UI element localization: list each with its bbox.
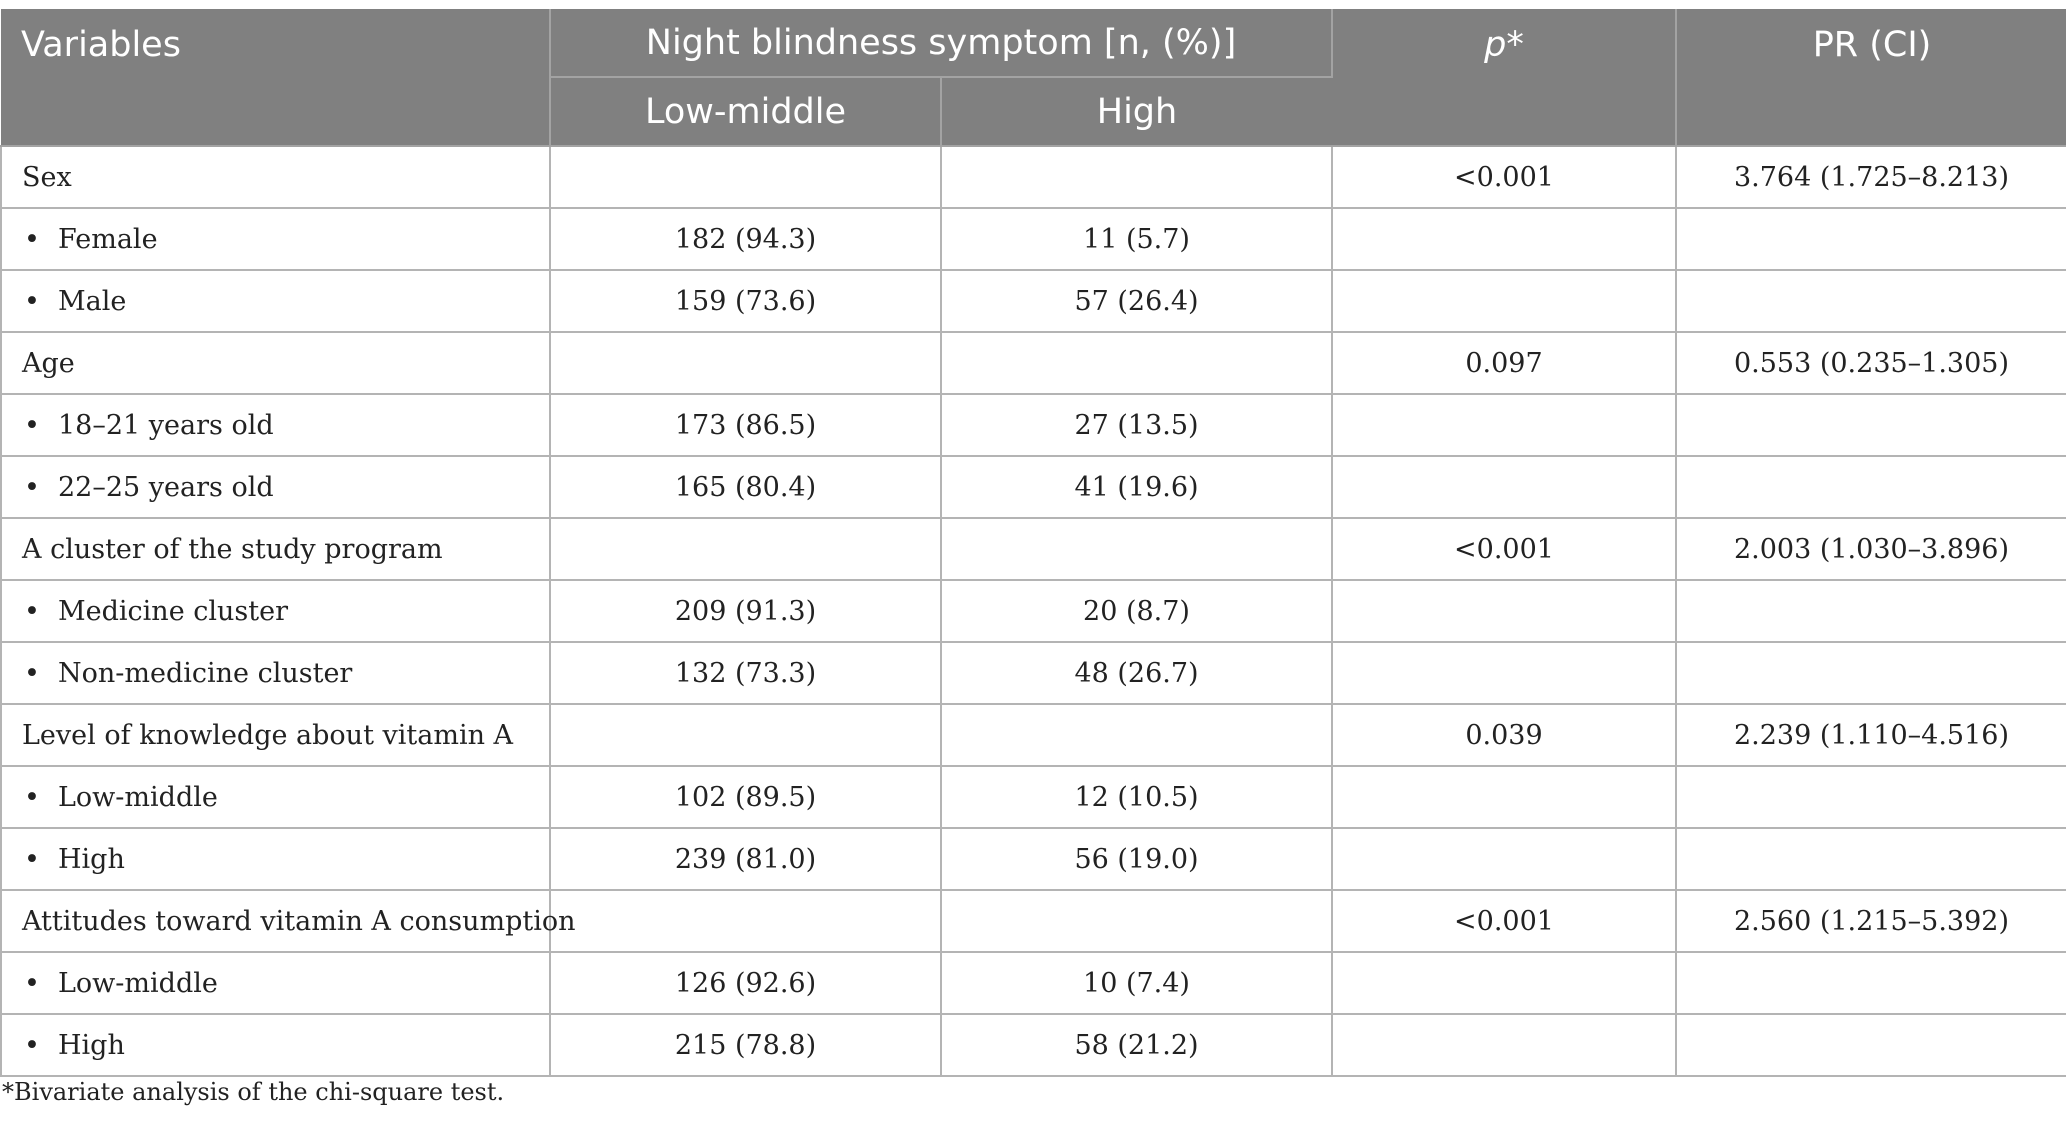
variable-label: Level of knowledge about vitamin A <box>22 719 514 751</box>
cell-pr-ci <box>1676 1014 2066 1076</box>
cell-variable <box>1 518 550 580</box>
cell-variable <box>1 890 576 952</box>
results-table <box>0 9 2066 1077</box>
variable-label: Non-medicine cluster <box>58 657 353 689</box>
table-row <box>1 580 2066 642</box>
cell-p-value: 0.097 <box>1332 332 1676 394</box>
variable-label: Female <box>58 223 158 255</box>
table-row-group <box>1 146 2066 208</box>
header-p-mark: * <box>1506 25 1524 65</box>
cell-low-middle: 215 (78.8) <box>550 1014 941 1076</box>
header-variables: Variables <box>1 9 550 146</box>
variable-label: Male <box>58 285 127 317</box>
cell-variable <box>1 642 550 704</box>
cell-variable <box>1 270 550 332</box>
cell-pr-ci: 0.553 (0.235–1.305) <box>1676 332 2066 394</box>
table-row-group <box>1 332 2066 394</box>
cell-pr-ci <box>1676 270 2066 332</box>
header-pr: PR (CI) <box>1676 9 2066 146</box>
bullet-marker: • <box>24 223 40 255</box>
cell-low-middle <box>550 146 941 208</box>
header-p-letter: p <box>1484 25 1507 65</box>
variable-label: Age <box>22 347 75 379</box>
variable-label: A cluster of the study program <box>22 533 443 565</box>
cell-high: 58 (21.2) <box>941 1014 1332 1076</box>
cell-p-value: <0.001 <box>1332 146 1676 208</box>
cell-high: 20 (8.7) <box>941 580 1332 642</box>
bullet-marker: • <box>24 1029 40 1061</box>
bullet-marker: • <box>24 595 40 627</box>
cell-low-middle: 173 (86.5) <box>550 394 941 456</box>
cell-p-value <box>1332 952 1676 1014</box>
cell-pr-ci <box>1676 952 2066 1014</box>
table-row-group <box>1 890 2066 952</box>
variable-label: 22–25 years old <box>58 471 274 503</box>
cell-pr-ci: 2.239 (1.110–4.516) <box>1676 704 2066 766</box>
cell-variable <box>1 952 550 1014</box>
table-row <box>1 766 2066 828</box>
variable-label: High <box>58 1029 125 1061</box>
cell-pr-ci: 2.003 (1.030–3.896) <box>1676 518 2066 580</box>
cell-variable <box>1 828 550 890</box>
cell-variable <box>1 146 550 208</box>
cell-low-middle <box>550 332 941 394</box>
table-row <box>1 1014 2066 1076</box>
cell-low-middle <box>550 890 941 952</box>
bullet-marker: • <box>24 781 40 813</box>
cell-low-middle <box>550 704 941 766</box>
cell-high <box>941 890 1332 952</box>
cell-low-middle: 239 (81.0) <box>550 828 941 890</box>
variable-label: Medicine cluster <box>58 595 288 627</box>
cell-p-value <box>1332 1014 1676 1076</box>
bullet-marker: • <box>24 967 40 999</box>
cell-p-value <box>1332 766 1676 828</box>
table-row <box>1 456 2066 518</box>
table-row <box>1 394 2066 456</box>
cell-pr-ci <box>1676 642 2066 704</box>
cell-low-middle: 165 (80.4) <box>550 456 941 518</box>
header-high: High <box>941 77 1332 146</box>
cell-pr-ci: 2.560 (1.215–5.392) <box>1676 890 2066 952</box>
cell-p-value <box>1332 270 1676 332</box>
cell-p-value <box>1332 580 1676 642</box>
table-row <box>1 208 2066 270</box>
cell-p-value: 0.039 <box>1332 704 1676 766</box>
header-p <box>1332 9 1676 146</box>
cell-pr-ci <box>1676 580 2066 642</box>
variable-label: Attitudes toward vitamin A consumption <box>22 905 576 937</box>
cell-pr-ci <box>1676 828 2066 890</box>
cell-high: 56 (19.0) <box>941 828 1332 890</box>
cell-p-value <box>1332 456 1676 518</box>
cell-high <box>941 704 1332 766</box>
cell-variable <box>1 456 550 518</box>
cell-variable <box>1 580 550 642</box>
cell-low-middle <box>550 518 941 580</box>
cell-high: 12 (10.5) <box>941 766 1332 828</box>
cell-pr-ci <box>1676 208 2066 270</box>
table-row-group <box>1 704 2066 766</box>
table-body <box>1 146 2066 1076</box>
cell-variable <box>1 394 550 456</box>
table-header <box>1 9 2066 146</box>
cell-variable <box>1 332 550 394</box>
cell-high: 57 (26.4) <box>941 270 1332 332</box>
cell-low-middle: 209 (91.3) <box>550 580 941 642</box>
cell-high: 48 (26.7) <box>941 642 1332 704</box>
variable-label: Low-middle <box>58 967 218 999</box>
cell-low-middle: 102 (89.5) <box>550 766 941 828</box>
table-container <box>0 9 2066 1077</box>
footnote: *Bivariate analysis of the chi-square test. <box>2 1078 505 1106</box>
cell-variable <box>1 704 550 766</box>
cell-variable <box>1 766 550 828</box>
cell-low-middle: 132 (73.3) <box>550 642 941 704</box>
bullet-marker: • <box>24 285 40 317</box>
cell-high: 27 (13.5) <box>941 394 1332 456</box>
cell-p-value: <0.001 <box>1332 890 1676 952</box>
table-row <box>1 642 2066 704</box>
bullet-marker: • <box>24 843 40 875</box>
cell-variable <box>1 208 550 270</box>
cell-low-middle: 126 (92.6) <box>550 952 941 1014</box>
cell-pr-ci <box>1676 456 2066 518</box>
cell-p-value: <0.001 <box>1332 518 1676 580</box>
table-row <box>1 952 2066 1014</box>
header-low-middle: Low-middle <box>550 77 941 146</box>
bullet-marker: • <box>24 471 40 503</box>
cell-high: 11 (5.7) <box>941 208 1332 270</box>
cell-variable <box>1 1014 550 1076</box>
cell-pr-ci: 3.764 (1.725–8.213) <box>1676 146 2066 208</box>
variable-label: 18–21 years old <box>58 409 274 441</box>
cell-high: 41 (19.6) <box>941 456 1332 518</box>
bullet-marker: • <box>24 657 40 689</box>
variable-label: Low-middle <box>58 781 218 813</box>
cell-low-middle: 182 (94.3) <box>550 208 941 270</box>
bullet-marker: • <box>24 409 40 441</box>
cell-high <box>941 332 1332 394</box>
variable-label: High <box>58 843 125 875</box>
table-row <box>1 828 2066 890</box>
cell-pr-ci <box>1676 766 2066 828</box>
cell-p-value <box>1332 828 1676 890</box>
cell-p-value <box>1332 394 1676 456</box>
cell-p-value <box>1332 208 1676 270</box>
cell-p-value <box>1332 642 1676 704</box>
table-row-group <box>1 518 2066 580</box>
cell-high <box>941 146 1332 208</box>
cell-high: 10 (7.4) <box>941 952 1332 1014</box>
table-row <box>1 270 2066 332</box>
cell-pr-ci <box>1676 394 2066 456</box>
header-night-blindness: Night blindness symptom [n, (%)] <box>550 9 1332 77</box>
variable-label: Sex <box>22 161 72 193</box>
cell-high <box>941 518 1332 580</box>
cell-low-middle: 159 (73.6) <box>550 270 941 332</box>
